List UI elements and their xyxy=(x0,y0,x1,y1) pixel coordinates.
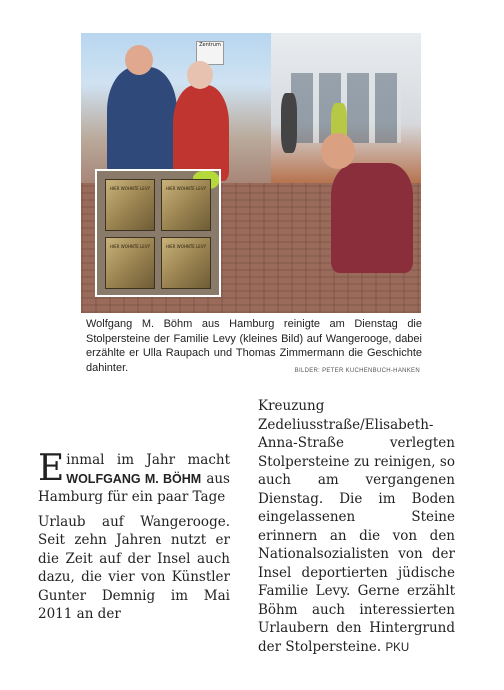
photo-person-head xyxy=(187,61,213,89)
photo-person-head xyxy=(125,45,153,75)
stolperstein: HIER WOHNTE LEVY xyxy=(105,237,155,289)
photo-caption: Wolfgang M. Böhm aus Hamburg reinigte am Dienstag die Stolpersteine der Familie Levy (kleines Bild) auf Wangerooge, dabei erzählte er Ulla Raupach und Thomas Zimmermann die Geschichte dahinter. xyxy=(86,318,422,374)
person-name: WOLFGANG M. BÖHM xyxy=(66,471,202,486)
inset-photo-stolpersteine xyxy=(95,169,221,297)
stolperstein: HIER WOHNTE LEVY xyxy=(105,179,155,231)
intro-text: inmal im Jahr macht xyxy=(66,452,230,468)
photo-street-sign: Zentrum xyxy=(196,41,224,65)
intro-text-continued: aus Hamburg für ein paar Tage xyxy=(38,470,230,505)
stolperstein: HIER WOHNTE LEVY xyxy=(161,237,211,289)
photo-person-kneeling xyxy=(331,163,413,273)
drop-cap: E xyxy=(38,448,65,489)
stolperstein: HIER WOHNTE LEVY xyxy=(161,179,211,231)
article-column-left xyxy=(38,448,230,624)
photo-person-wolfgang xyxy=(107,67,177,177)
photo-background-person xyxy=(281,93,297,153)
photo-person-head xyxy=(321,133,355,169)
photo-credit: BILDER: PETER KUCHENBUCH-HANKEN xyxy=(294,368,420,374)
article-photo xyxy=(81,33,421,313)
photo-person-woman xyxy=(173,85,229,181)
article-column-right xyxy=(258,397,455,657)
paragraph-text: Kreuzung Zedeliusstraße/Elisabeth-Anna-Straße verlegten Stolpersteine zu reinigen, so auch am vergangenen Dienstag. Die im Boden eingelassenen Steine erinnern an die von den Nationalsozialisten von der Insel deportierten jüdische Familie Levy. Gerne erzählt Böhm auch interessierten Urlaubern den Hintergrund der Stolpersteine. xyxy=(258,398,455,655)
author-signature: PKU xyxy=(385,641,410,654)
paragraph-text: Urlaub auf Wangerooge. Seit zehn Jahren nutzt er die Zeit auf der Insel auch dazu, die vier von Künstler Gunter Demnig im Mai 2011 an der xyxy=(38,513,230,622)
